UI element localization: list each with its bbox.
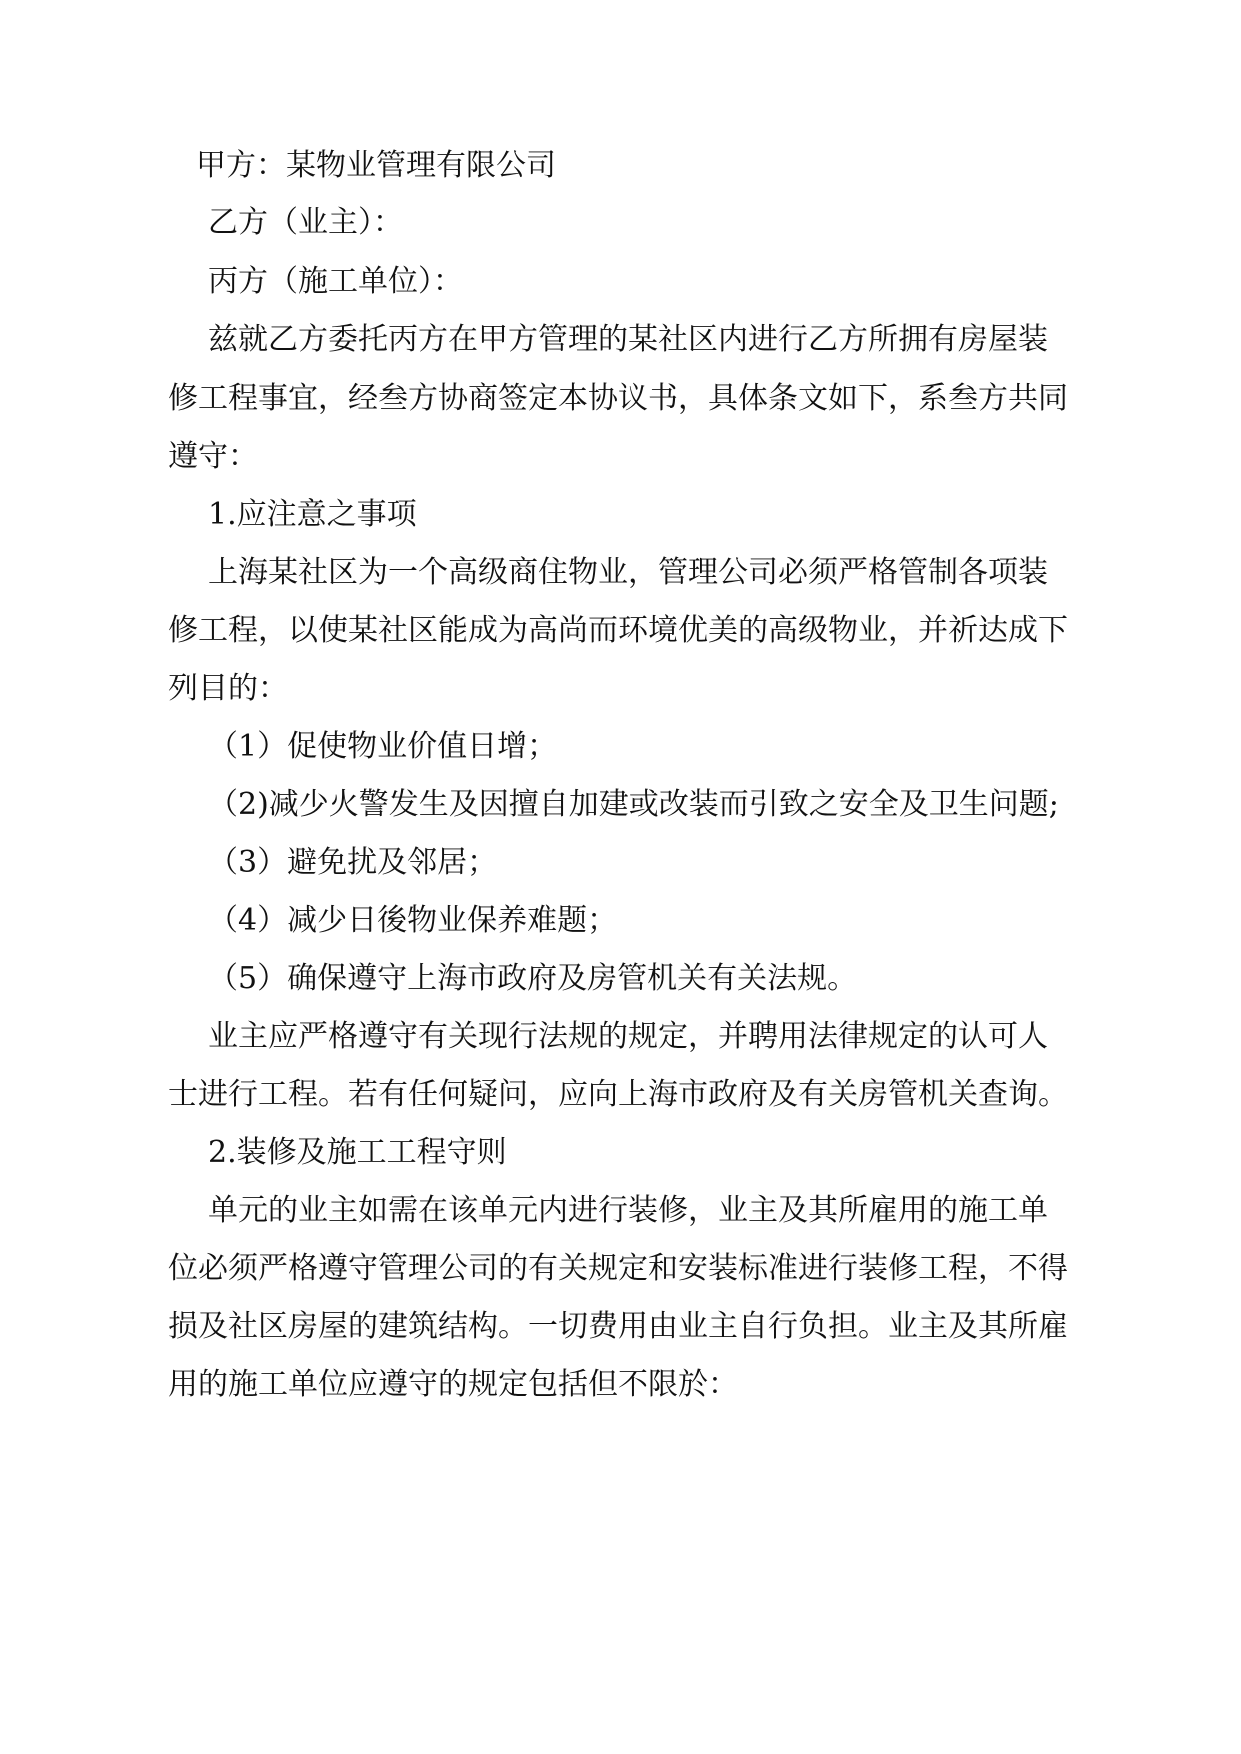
intro-line-2: 修工程事宜，经叁方协商签定本协议书，具体条文如下，系叁方共同 — [168, 381, 1068, 416]
list-item: （2)减少火警发生及因擅自加建或改装而引致之安全及卫生问题; — [208, 787, 1059, 822]
intro-line-3: 遵守： — [168, 439, 258, 474]
section-1-para-2-line-1: 业主应严格遵守有关现行法规的规定，并聘用法律规定的认可人 — [208, 1019, 1048, 1054]
section-1-heading: 1.应注意之事项 — [208, 497, 417, 532]
list-item: （3）避免扰及邻居； — [208, 845, 498, 880]
section-2-heading: 2.装修及施工工程守则 — [208, 1135, 507, 1170]
list-item: （4）减少日後物业保养难题； — [208, 903, 618, 938]
list-item: （1）促使物业价值日增； — [208, 729, 558, 764]
section-2-para-1-line-4: 用的施工单位应遵守的规定包括但不限於： — [168, 1367, 738, 1402]
section-1-para-1-line-2: 修工程，以使某社区能成为高尚而环境优美的高级物业，并祈达成下 — [168, 613, 1068, 648]
party-b-line: 乙方（业主）： — [208, 205, 403, 240]
section-2-para-1-line-1: 单元的业主如需在该单元内进行装修，业主及其所雇用的施工单 — [208, 1193, 1048, 1228]
party-a-line: 甲方：某物业管理有限公司 — [196, 148, 556, 183]
party-c-line: 丙方（施工单位）： — [208, 264, 463, 299]
section-2-para-1-line-2: 位必须严格遵守管理公司的有关规定和安装标准进行装修工程，不得 — [168, 1251, 1068, 1286]
list-item: （5）确保遵守上海市政府及房管机关有关法规。 — [208, 961, 858, 996]
section-1-para-2-line-2: 士进行工程。若有任何疑问，应向上海市政府及有关房管机关查询。 — [168, 1077, 1068, 1112]
section-1-para-1-line-3: 列目的： — [168, 671, 288, 706]
section-1-para-1-line-1: 上海某社区为一个高级商住物业，管理公司必须严格管制各项装 — [208, 555, 1048, 590]
section-2-para-1-line-3: 损及社区房屋的建筑结构。一切费用由业主自行负担。业主及其所雇 — [168, 1309, 1068, 1344]
intro-line-1: 兹就乙方委托丙方在甲方管理的某社区内进行乙方所拥有房屋装 — [208, 322, 1048, 357]
